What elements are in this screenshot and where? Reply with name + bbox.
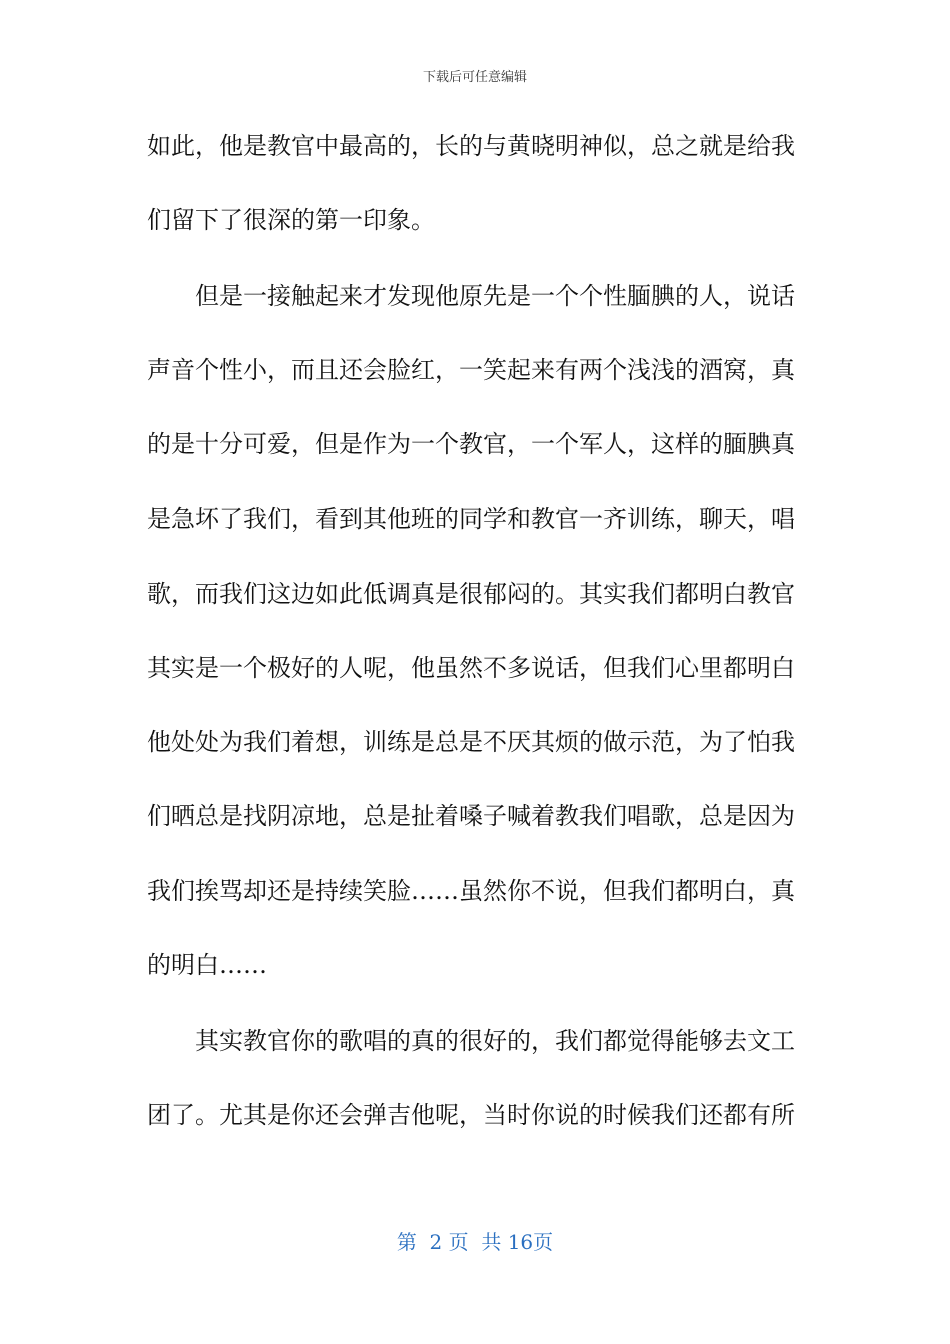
text-line: 我们挨骂却还是持续笑脸……虽然你不说，但我们都明白，真 (147, 877, 795, 905)
text-line: 声音个性小，而且还会脸红，一笑起来有两个浅浅的酒窝，真 (147, 356, 795, 384)
text-line: 如此，他是教官中最高的，长的与黄晓明神似，总之就是给我 (147, 132, 795, 160)
header-note: 下载后可任意编辑 (422, 70, 527, 85)
text-line: 歌，而我们这边如此低调真是很郁闷的。其实我们都明白教官 (147, 580, 795, 608)
text-line: 的明白…… (147, 951, 267, 979)
text-line: 们晒总是找阴凉地，总是扯着嗓子喊着教我们唱歌，总是因为 (147, 802, 795, 830)
text-line: 的是十分可爱，但是作为一个教官，一个军人，这样的腼腆真 (147, 430, 795, 458)
text-line: 但是一接触起来才发现他原先是一个个性腼腆的人，说话 (195, 282, 795, 310)
text-line: 他处处为我们着想，训练是总是不厌其烦的做示范，为了怕我 (147, 728, 795, 756)
text-line: 是急坏了我们，看到其他班的同学和教官一齐训练，聊天，唱 (147, 505, 795, 533)
text-line: 团了。尤其是你还会弹吉他呢，当时你说的时候我们还都有所 (147, 1101, 795, 1129)
text-line: 其实教官你的歌唱的真的很好的，我们都觉得能够去文工 (195, 1027, 795, 1055)
page-number-footer: 第 2 页 共 16页 (396, 1230, 554, 1254)
text-line: 们留下了很深的第一印象。 (147, 206, 435, 234)
text-line: 其实是一个极好的人呢，他虽然不多说话，但我们心里都明白 (147, 654, 795, 682)
